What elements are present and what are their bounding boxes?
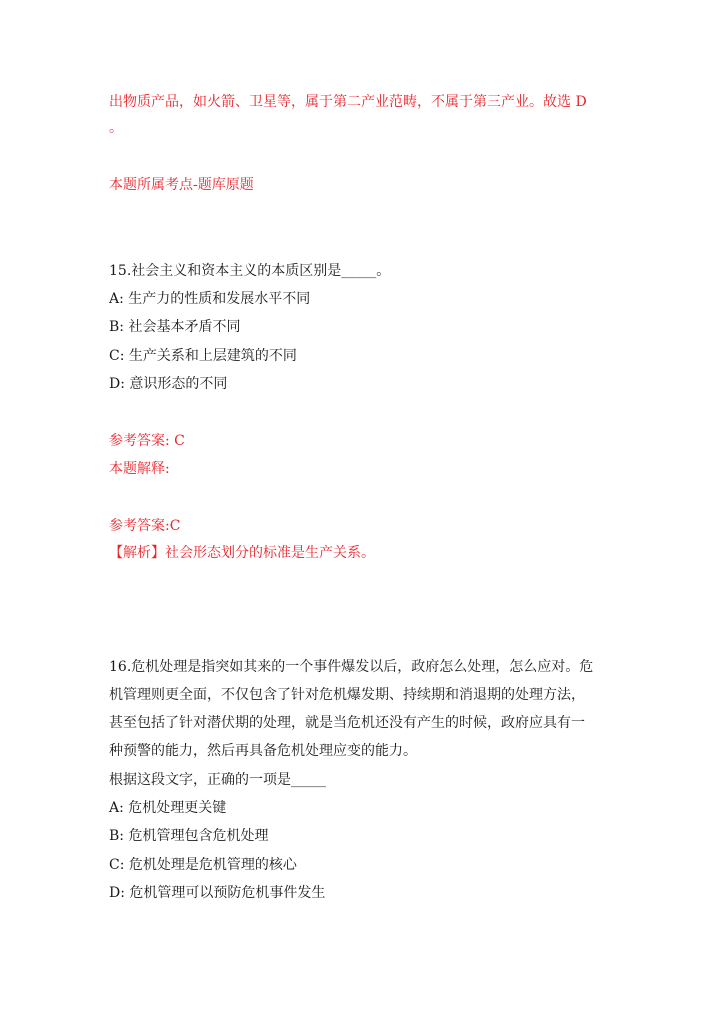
q15-option-b: B: 社会基本矛盾不同 [109,319,241,335]
q16-stem-line-2: 机管理则更全面，不仅包含了针对危机爆发期、持续期和消退期的处理方法， [109,687,585,703]
prev-analysis-line-2: 。 [109,120,123,136]
q16-stem-line-1: 16.危机处理是指突如其来的一个事件爆发以后，政府怎么处理，怎么应对。危 [109,659,594,675]
q15-answer-label: 参考答案: C [109,433,185,449]
q16-option-d: D: 危机管理可以预防危机事件发生 [109,885,326,901]
q15-option-c: C: 生产关系和上层建筑的不同 [109,348,297,364]
q15-answer-2: 参考答案:C [109,518,181,534]
q16-option-b: B: 危机管理包含危机处理 [109,828,269,844]
q15-option-d: D: 意识形态的不同 [109,376,228,392]
prev-analysis-line-1: 出物质产品，如火箭、卫星等，属于第二产业范畴，不属于第三产业。故选 D [109,94,587,110]
q16-option-a: A: 危机处理更关键 [109,800,227,816]
q15-option-a: A: 生产力的性质和发展水平不同 [109,291,311,307]
q15-analysis: 【解析】社会形态划分的标准是生产关系。 [109,545,375,561]
q15-stem: 15.社会主义和资本主义的本质区别是_____。 [109,263,391,279]
q16-stem-line-4: 种预警的能力，然后再具备危机处理应变的能力。 [109,743,417,759]
prev-analysis-tag: 本题所属考点-题库原题 [109,177,254,193]
q15-explain-label: 本题解释: [109,461,170,477]
q16-question: 根据这段文字，正确的一项是_____ [109,772,326,788]
q16-option-c: C: 危机处理是危机管理的核心 [109,857,297,873]
q16-stem-line-3: 甚至包括了针对潜伏期的处理，就是当危机还没有产生的时候，政府应具有一 [109,715,585,731]
